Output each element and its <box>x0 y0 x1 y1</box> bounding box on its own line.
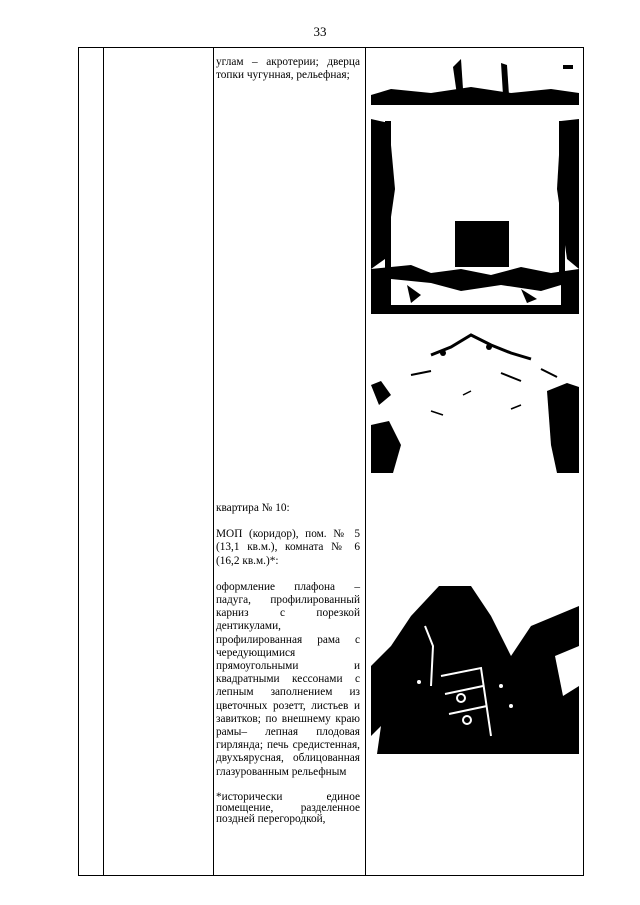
ceiling-stucco-image <box>371 586 579 754</box>
page-number: 33 <box>313 24 327 39</box>
paragraph-rooms: МОП (коридор), пом. № 5 (13,1 кв.м.), комната № 6 (16,2 кв.м.)*: <box>216 528 360 567</box>
stove-cornice-photo <box>371 325 579 473</box>
column-divider-2 <box>213 48 214 875</box>
stove-cornice-image <box>371 325 579 473</box>
paragraph-akroterii: углам – акротерии; дверца топки чугунная, рельефная; <box>216 56 360 82</box>
stove-image <box>371 59 579 314</box>
paragraph-ceiling: оформление плафона – падуга, профилированный карниз с порезкой дентикулами, профилированная рама с чередующимися прямоугольными и квадратными кессонами с лепным заполнением из цветочных розетт, листьев и завитков; по внешнему краю рамы– лепная плодовая гирлянда; печь средистенная, двухъярусная, облицованная глазурованным рельефным <box>216 580 360 778</box>
column-divider-1 <box>103 48 104 875</box>
stove-photo <box>371 59 579 314</box>
description-text-2 <box>216 502 360 825</box>
ceiling-stucco-photo <box>371 586 579 754</box>
paragraph-footnote: *исторически единое помещение, разделенное поздней перегородкой, <box>216 790 360 825</box>
description-text-1 <box>216 56 360 82</box>
column-divider-3 <box>365 48 366 875</box>
paragraph-apartment: квартира № 10: <box>216 502 290 514</box>
